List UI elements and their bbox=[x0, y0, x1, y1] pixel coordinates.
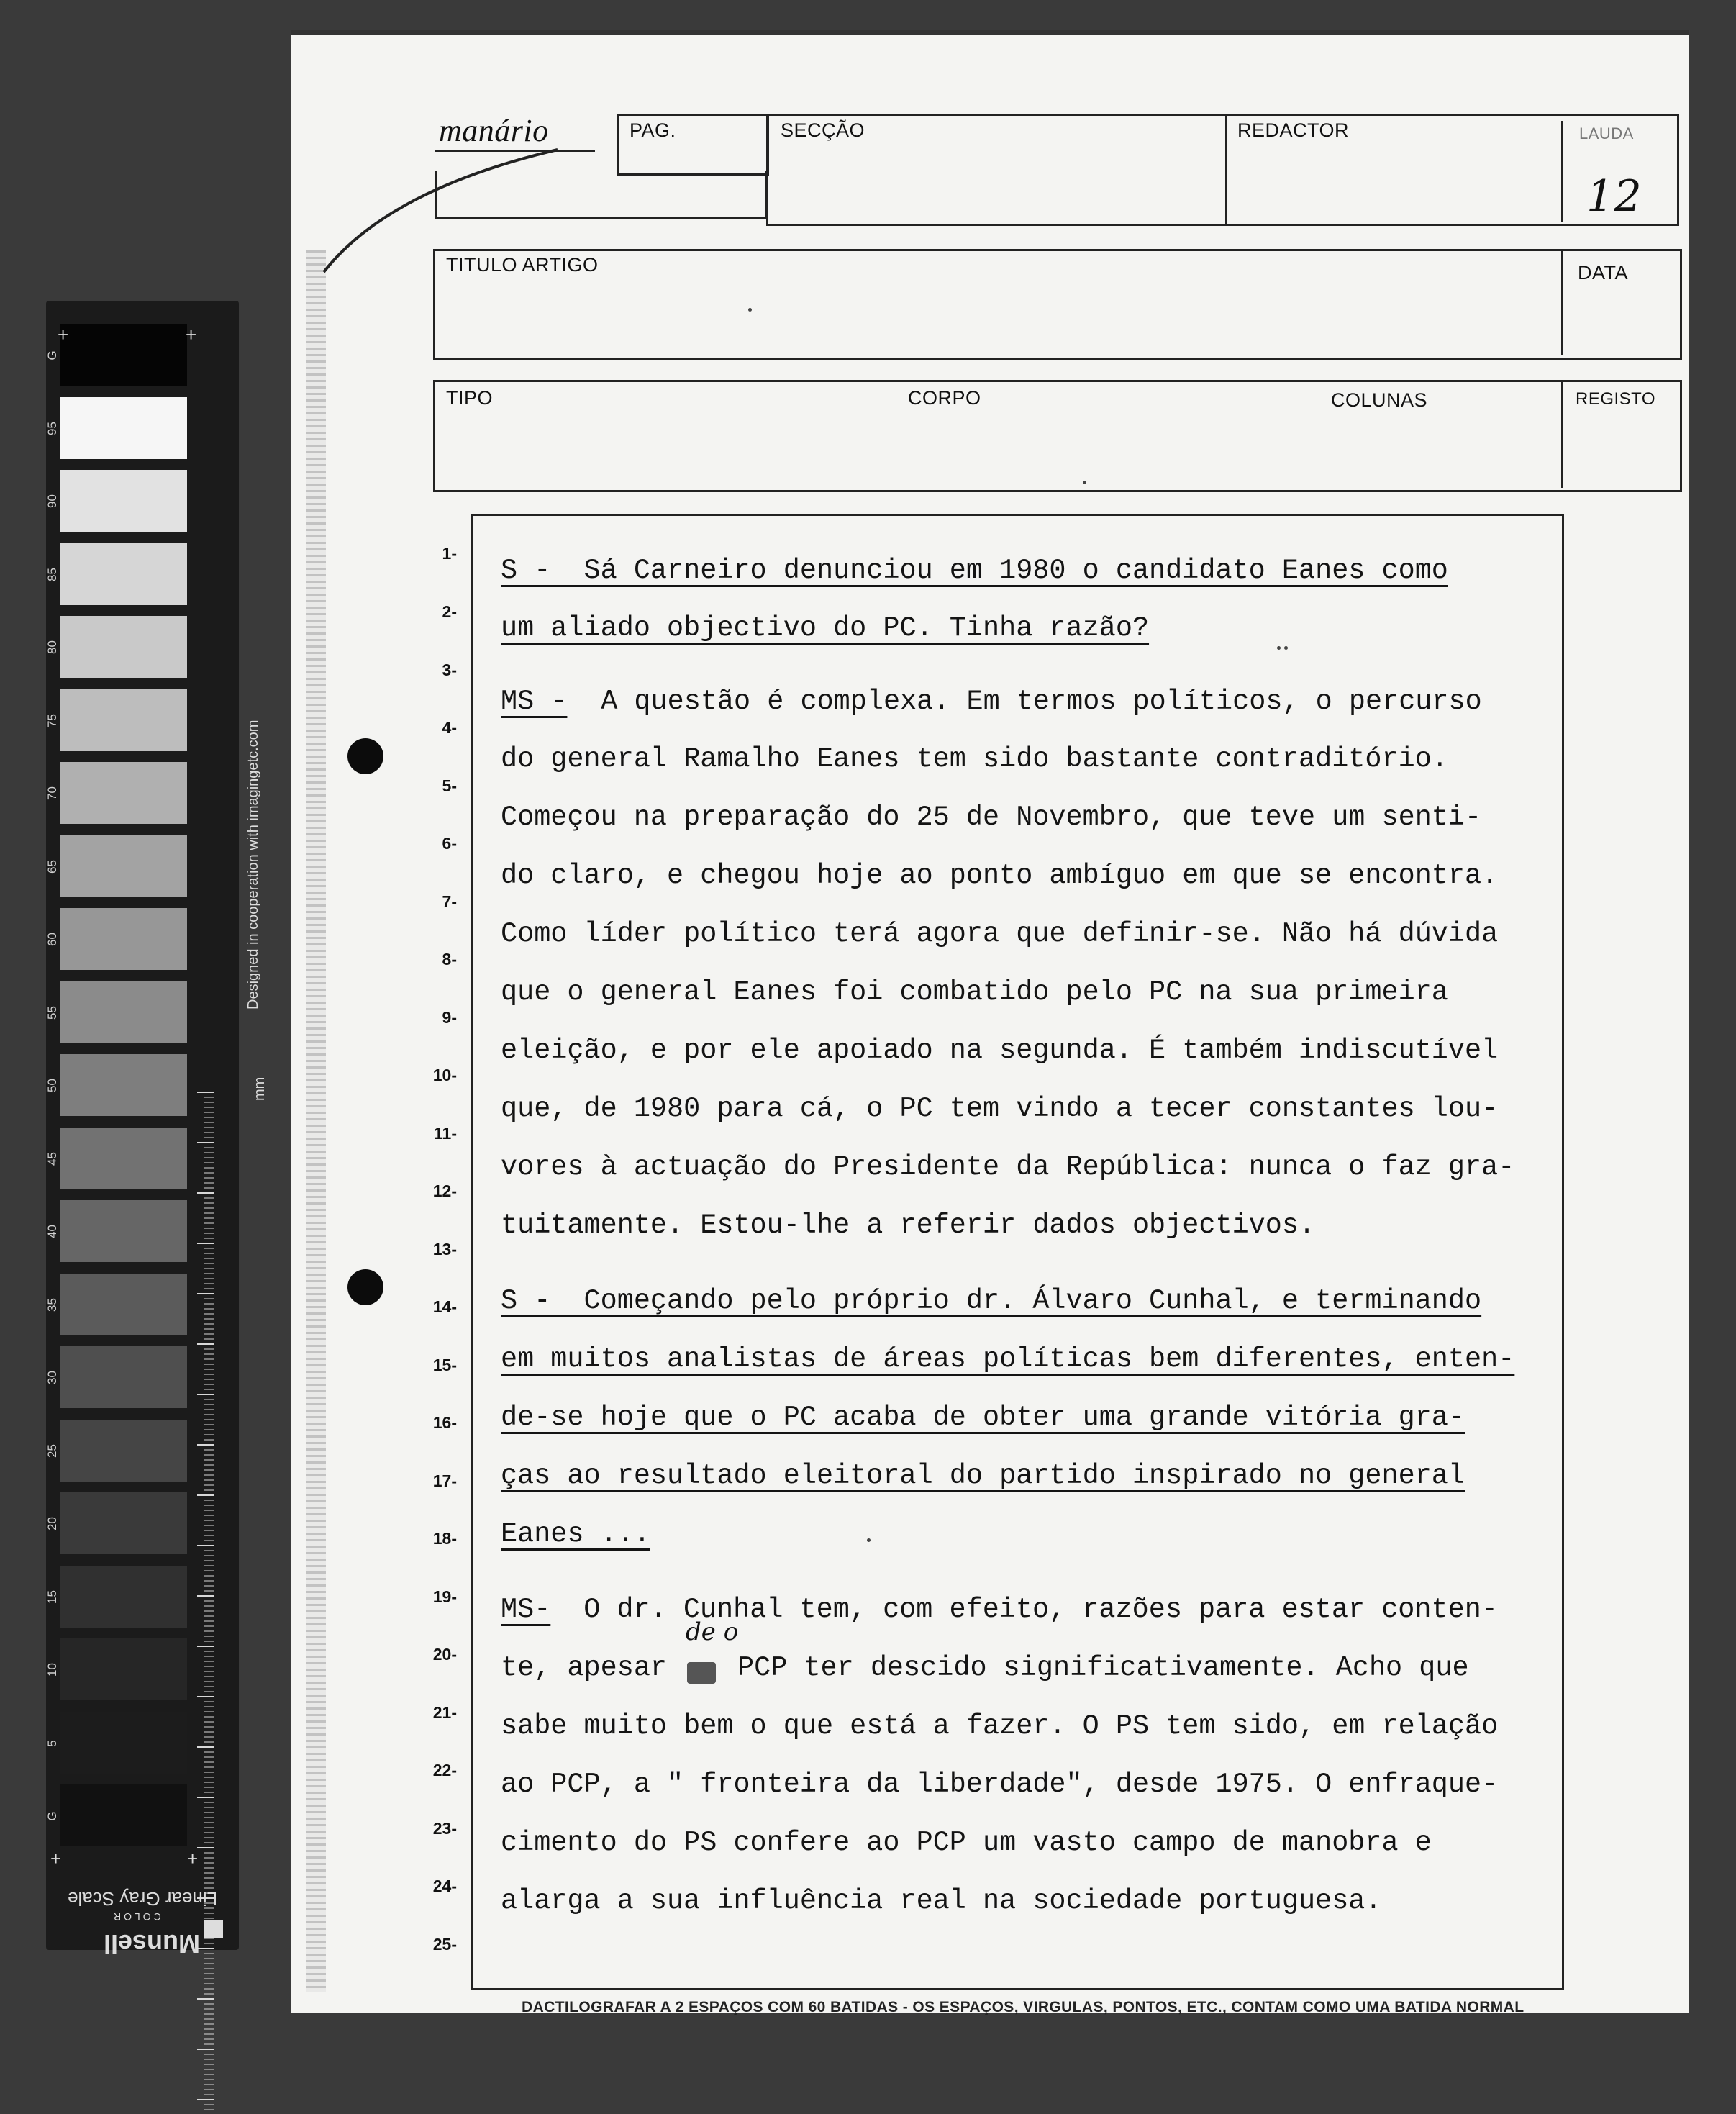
titulo-label: TITULO ARTIGO bbox=[446, 254, 599, 276]
paper-speck bbox=[1083, 481, 1086, 484]
handwritten-insert: de o bbox=[686, 1618, 739, 1646]
line-number: 24- bbox=[432, 1877, 457, 1895]
registo-label: REGISTO bbox=[1576, 389, 1656, 409]
gray-swatch-label: 60 bbox=[45, 933, 59, 946]
gray-swatch bbox=[60, 1566, 187, 1628]
gray-swatch bbox=[60, 543, 187, 605]
text-line: ças ao resultado eleitoral do partido inspirado no general bbox=[501, 1460, 1465, 1492]
line-number: 5- bbox=[442, 776, 457, 795]
line-number: 2- bbox=[442, 602, 457, 621]
lauda-divider bbox=[1561, 121, 1563, 222]
punch-hole bbox=[347, 1269, 383, 1305]
scale-credit: Designed in cooperation with imagingetc.com bbox=[245, 720, 261, 1010]
text-line: tuitamente. Estou-lhe a referir dados objectivos. bbox=[501, 1210, 1316, 1241]
gray-swatch-label: 5 bbox=[45, 1739, 59, 1747]
torn-edge bbox=[306, 250, 326, 1992]
line-number: 23- bbox=[432, 1819, 457, 1838]
gray-swatch-label: 75 bbox=[45, 713, 59, 727]
line-number: 8- bbox=[442, 950, 457, 968]
text-line: um aliado objectivo do PC. Tinha razão? bbox=[501, 612, 1150, 644]
text-line: S - Começando pelo próprio dr. Álvaro Cunhal, e terminando bbox=[501, 1285, 1482, 1317]
struck-word bbox=[687, 1662, 716, 1684]
text-line: ao PCP, a " fronteira da liberdade", desde 1975. O enfraque- bbox=[501, 1769, 1499, 1800]
gray-swatch bbox=[60, 1712, 187, 1774]
gray-swatch bbox=[60, 397, 187, 459]
gray-swatch-label: G bbox=[45, 1811, 59, 1821]
lauda-value: 12 bbox=[1586, 171, 1642, 222]
gray-swatch-label: 45 bbox=[45, 1151, 59, 1166]
form-footer-instruction: DACTILOGRAFAR A 2 ESPAÇOS COM 60 BATIDAS - OS ESPAÇOS, VIRGULAS, PONTOS, ETC., CONTAM COMO UMA BATIDA NORMAL bbox=[522, 1999, 1524, 2015]
text-line: Como líder político terá agora que definir-se. Não há dúvida bbox=[501, 918, 1499, 950]
gray-swatch-label: 50 bbox=[45, 1079, 59, 1092]
line-number: 10- bbox=[432, 1066, 457, 1084]
munsell-logo bbox=[204, 1920, 223, 1938]
gray-swatch bbox=[60, 835, 187, 897]
line-number: 19- bbox=[432, 1587, 457, 1606]
text-line: O dr. Cunhal tem, com efeito, razões para estar conten- bbox=[550, 1594, 1498, 1625]
punch-hole bbox=[347, 738, 383, 774]
gray-swatch-label: 40 bbox=[45, 1225, 59, 1238]
gray-swatch-label: 80 bbox=[45, 640, 59, 654]
line-number: 3- bbox=[442, 661, 457, 679]
text-line: te, apesar bbox=[501, 1652, 684, 1684]
gray-swatch-label: 65 bbox=[45, 859, 59, 874]
gray-swatch bbox=[60, 762, 187, 824]
text-line: do general Ramalho Eanes tem sido bastante contraditório. bbox=[501, 743, 1448, 775]
line-number: 22- bbox=[432, 1761, 457, 1779]
gray-swatch bbox=[60, 470, 187, 532]
text-line: Eanes ... bbox=[501, 1518, 650, 1550]
line-number: 20- bbox=[432, 1645, 457, 1664]
plus-mark-icon: + bbox=[58, 324, 69, 345]
product-name: Linear Gray Scale bbox=[68, 1888, 218, 1910]
line-number: 4- bbox=[442, 718, 457, 737]
line-number: 25- bbox=[432, 1935, 457, 1954]
gray-swatch-label: G bbox=[45, 350, 59, 360]
typewritten-form-page bbox=[291, 30, 1689, 2013]
brand-sub: COLOR bbox=[111, 1911, 161, 1923]
plus-mark-icon: + bbox=[50, 1848, 62, 1869]
gray-swatch bbox=[60, 1420, 187, 1482]
line-number: 7- bbox=[442, 892, 457, 911]
text-line: que o general Eanes foi combatido pelo PC na sua primeira bbox=[501, 976, 1448, 1008]
line-number: 16- bbox=[432, 1413, 457, 1432]
gray-swatch bbox=[60, 1200, 187, 1262]
gray-swatch bbox=[60, 324, 187, 386]
ruler-label: mm bbox=[252, 1076, 268, 1101]
line-number: 13- bbox=[432, 1240, 457, 1258]
line-number: 11- bbox=[434, 1124, 457, 1143]
registo-divider bbox=[1561, 381, 1563, 488]
paper-speck bbox=[867, 1538, 871, 1542]
paper-speck bbox=[748, 308, 752, 312]
gray-swatch-label: 20 bbox=[45, 1517, 59, 1530]
gray-swatch bbox=[60, 1346, 187, 1408]
gray-swatch-label: 30 bbox=[45, 1371, 59, 1384]
brand-underline bbox=[435, 150, 595, 152]
text-line: em muitos analistas de áreas políticas bem diferentes, enten- bbox=[501, 1343, 1515, 1375]
gray-swatch bbox=[60, 1492, 187, 1554]
text-line: de-se hoje que o PC acaba de obter uma grande vitória gra- bbox=[501, 1402, 1465, 1433]
gray-swatch-label: 90 bbox=[45, 494, 59, 508]
gray-swatch-label: 15 bbox=[45, 1589, 59, 1604]
data-divider bbox=[1561, 250, 1563, 355]
pag-label: PAG. bbox=[630, 119, 676, 141]
gray-swatch-label: 70 bbox=[45, 786, 59, 800]
speaker-label: MS - bbox=[501, 686, 568, 717]
gray-swatch-label: 10 bbox=[45, 1663, 59, 1677]
lauda-label: LAUDA bbox=[1579, 124, 1634, 142]
gray-swatch-label: 95 bbox=[45, 421, 59, 435]
titulo-box bbox=[433, 249, 1682, 360]
gray-swatch bbox=[60, 1638, 187, 1700]
text-line: eleição, e por ele apoiado na segunda. É também indiscutível bbox=[501, 1035, 1499, 1066]
paper-speck bbox=[1284, 646, 1288, 650]
mm-ruler bbox=[196, 1092, 214, 2114]
gray-swatch bbox=[60, 1784, 187, 1846]
data-label: DATA bbox=[1578, 262, 1629, 283]
line-number: 14- bbox=[432, 1297, 457, 1316]
line-number: 6- bbox=[442, 834, 457, 853]
text-line: vores à actuação do Presidente da República: nunca o faz gra- bbox=[501, 1151, 1515, 1183]
text-line: sabe muito bem o que está a fazer. O PS tem sido, em relação bbox=[501, 1710, 1499, 1742]
speaker-label: MS- bbox=[501, 1594, 551, 1625]
paper-speck bbox=[1277, 646, 1281, 650]
gray-scale-card bbox=[45, 301, 268, 1959]
redactor-label: REDACTOR bbox=[1237, 119, 1350, 141]
line-number: 9- bbox=[442, 1008, 457, 1027]
gray-swatch bbox=[60, 1054, 187, 1116]
gray-swatch-label: 25 bbox=[45, 1443, 59, 1458]
line-number: 12- bbox=[432, 1181, 457, 1200]
text-line: Começou na preparação do 25 de Novembro, que teve um senti- bbox=[501, 802, 1482, 833]
text-line: que, de 1980 para cá, o PC tem vindo a tecer constantes lou- bbox=[501, 1093, 1499, 1125]
gray-swatch bbox=[60, 616, 187, 678]
text-line: cimento do PS confere ao PCP um vasto campo de manobra e bbox=[501, 1827, 1432, 1859]
text-line: S - Sá Carneiro denunciou em 1980 o candidato Eanes como bbox=[501, 555, 1448, 586]
gray-swatch-label: 35 bbox=[45, 1297, 59, 1312]
gray-swatch bbox=[60, 1128, 187, 1189]
plus-mark-icon: + bbox=[187, 1848, 199, 1869]
text-line: A questão é complexa. Em termos políticos, o percurso bbox=[568, 686, 1482, 717]
plus-mark-icon: + bbox=[186, 324, 197, 345]
tipo-box bbox=[433, 380, 1682, 492]
gray-swatch bbox=[60, 981, 187, 1043]
header-bottom-box bbox=[435, 171, 767, 219]
corpo-label: CORPO bbox=[908, 387, 981, 409]
line-number: 1- bbox=[442, 544, 457, 563]
gray-swatch bbox=[60, 689, 187, 751]
gray-swatch-label: 55 bbox=[45, 1005, 59, 1020]
seccao-label: SECÇÃO bbox=[781, 119, 865, 141]
gray-swatch-label: 85 bbox=[45, 567, 59, 581]
text-line: do claro, e chegou hoje ao ponto ambíguo em que se encontra. bbox=[501, 860, 1499, 892]
line-number: 18- bbox=[432, 1529, 457, 1548]
brand-name: Munsell bbox=[104, 1929, 201, 1959]
gray-swatch bbox=[60, 1274, 187, 1335]
text-line: PCP ter descido significativamente. Acho que bbox=[737, 1652, 1469, 1684]
text-line: alarga a sua influência real na sociedade portuguesa. bbox=[501, 1885, 1382, 1917]
line-number: 21- bbox=[432, 1703, 457, 1722]
brand-fragment: manário bbox=[439, 113, 549, 148]
colunas-label: COLUNAS bbox=[1331, 389, 1428, 411]
line-number: 15- bbox=[432, 1356, 457, 1374]
tipo-label: TIPO bbox=[446, 387, 494, 409]
line-number: 17- bbox=[432, 1471, 457, 1490]
gray-swatch bbox=[60, 908, 187, 970]
